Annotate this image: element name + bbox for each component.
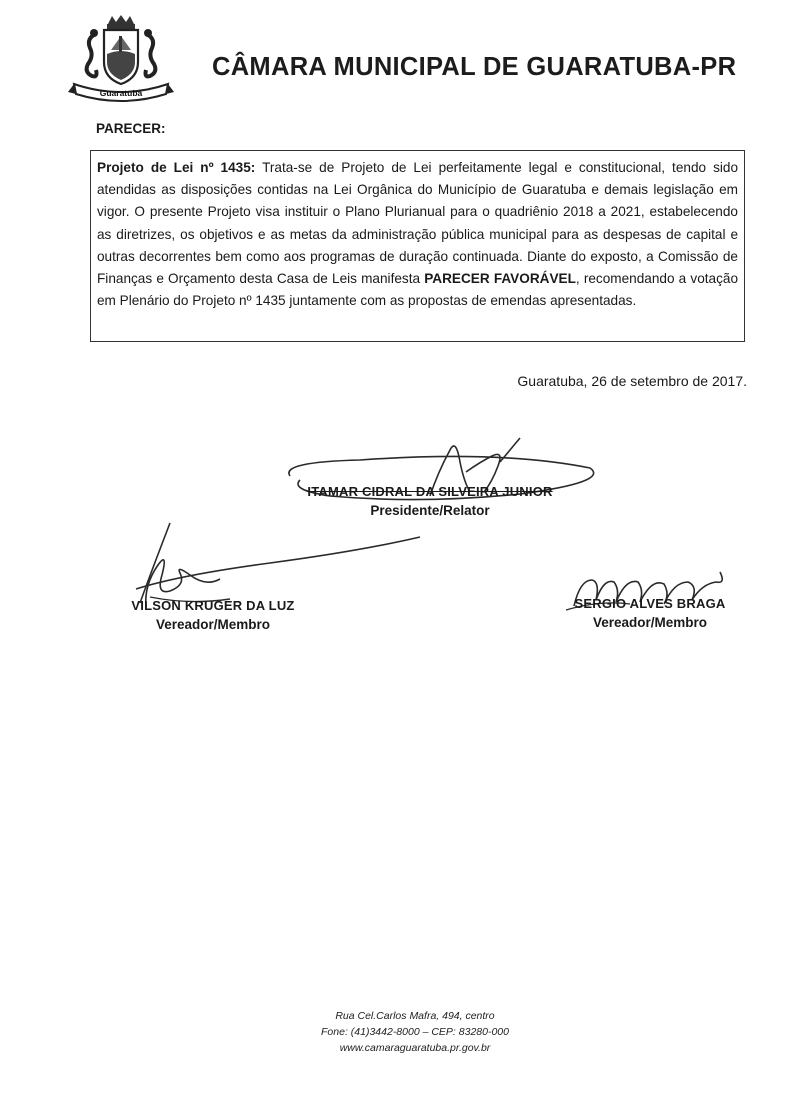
signatory-name: ITAMAR CIDRAL DA SILVEIRA JUNIOR xyxy=(307,484,553,499)
signature-block-member-left xyxy=(118,598,308,632)
signatory-name: VILSON KRUGER DA LUZ xyxy=(131,598,295,613)
bill-reference: Projeto de Lei nº 1435: xyxy=(97,160,256,175)
signature-block-member-right xyxy=(560,596,740,630)
footer-address: Rua Cel.Carlos Mafra, 494, centro xyxy=(335,1010,495,1022)
signatory-role: Vereador/Membro xyxy=(155,617,271,632)
signatory-name: SERGIO ALVES BRAGA xyxy=(574,596,726,611)
svg-text:Guaratuba: Guaratuba xyxy=(99,88,143,98)
section-label: PARECER: xyxy=(96,121,166,136)
body-text-part1: Trata-se de Projeto de Lei perfeitamente legal e constitucional, tendo sido atendidas as disposições contidas na Lei Orgânica do Município de Guaratuba e demais legislação em vigor. O presente Projeto visa instituir o Plano Plurianual para o quadriênio 2018 a 2021, estabelecendo as diretrizes, os objetivos e as metas da administração pública municipal para as despesas de capital e outras decorrentes bem como aos programas de duração continuada. Diante do exposto, a Comissão de Finanças e Orçamento desta Casa de Leis manifesta xyxy=(97,160,739,287)
place-date: Guaratuba, 26 de setembro de 2017. xyxy=(517,373,747,389)
municipal-crest-logo xyxy=(66,14,176,104)
opinion-body-text xyxy=(97,157,738,312)
signatory-role: Presidente/Relator xyxy=(370,503,490,518)
footer-phone: Fone: (41)3442-8000 – CEP: 83280-000 xyxy=(321,1026,509,1038)
verdict-text: PARECER FAVORÁVEL xyxy=(424,271,576,287)
institution-title: CÂMARA MUNICIPAL DE GUARATUBA-PR xyxy=(212,53,737,81)
signatory-role: Vereador/Membro xyxy=(592,615,708,630)
body-text-part2: , recomendando a votação em Plenário do Projeto nº 1435 juntamente com as propostas de emendas apresentadas. xyxy=(97,271,739,309)
footer-contact xyxy=(300,1008,530,1056)
footer-website: www.camaraguaratuba.pr.gov.br xyxy=(339,1042,491,1054)
signature-block-president xyxy=(300,484,560,518)
opinion-body-box xyxy=(90,150,745,342)
